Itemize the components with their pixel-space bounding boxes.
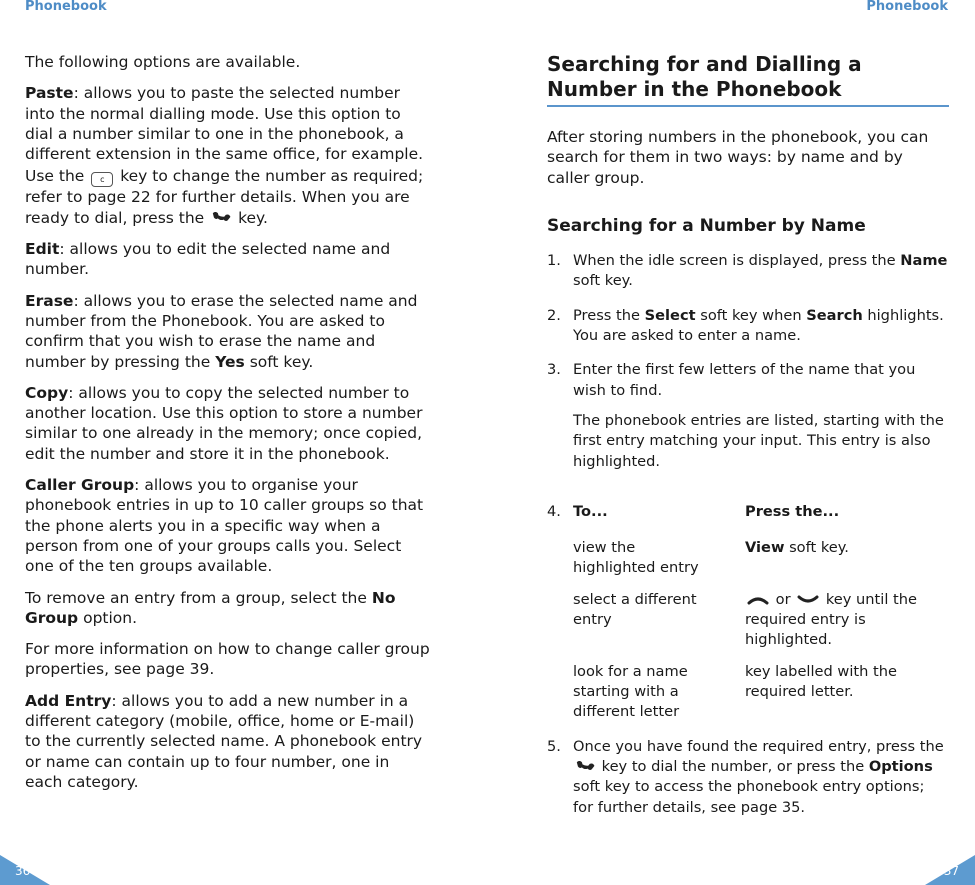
col2-header: Press the...: [745, 502, 840, 520]
step-4-table: 4. To... Press the... view the highlighted entry View soft key. select a different entry or key until the required entry is highlighted. look for a name starting with a different letter key labelled with the required letter.: [547, 502, 949, 737]
step-2: 2. Press the Select soft key when Search highlights. You are asked to enter a name.: [547, 306, 944, 345]
step-3: 3. Enter the first few letters of the name that you wish to find. The phonebook entries are listed, starting with the first entry matching your input. This entry is also highlighted.: [547, 360, 949, 471]
page-number-left: 36: [0, 855, 50, 885]
step-5-block: [547, 737, 949, 818]
paste-option: Paste: allows you to paste the selected number into the normal dialling mode. Use this option to dial a number similar to one in the phonebook, a different extension in the same office, for example.: [25, 84, 424, 164]
more-info: For more information on how to change caller group properties, see page 39.: [25, 640, 430, 679]
step-1: 1. When the idle screen is displayed, press the Name soft key.: [547, 252, 948, 290]
c-key-icon: c: [91, 172, 113, 187]
send-key-icon: [211, 212, 231, 224]
section-intro: After storing numbers in the phonebook, you can search for them in two ways: by name and by caller group.: [547, 128, 929, 187]
left-page: [25, 52, 430, 803]
send-key-icon: [575, 761, 595, 773]
subsection-title: Searching for a Number by Name: [547, 215, 866, 236]
erase-option: Erase: allows you to erase the selected name and number from the Phonebook. You are asked to confirm that you wish to erase the name and number by pressing the Yes soft key.: [25, 291, 418, 371]
page-number-right: 37: [925, 855, 975, 885]
add-entry-option: Add Entry: allows you to add a new number in a different category (mobile, office, home or E-mail) to the currently selected name. A phonebook entry or name can contain up to four number, one in each category.: [25, 691, 423, 791]
header-right: Phonebook: [866, 0, 948, 14]
steps-list: [547, 251, 949, 472]
edit-option: Edit: allows you to edit the selected name and number.: [25, 240, 391, 279]
col1-header: To...: [573, 502, 608, 520]
copy-option: Copy: allows you to copy the selected number to another location. Use this option to store a number similar to one already in the memory; once copied, edit the number and store it in the phonebook.: [25, 383, 423, 463]
caller-group-option: Caller Group: allows you to organise your phonebook entries in up to 10 caller groups so that the phone alerts you in a specific way when a person from one of your groups calls you. Select one of the ten groups available.: [25, 476, 424, 576]
right-page: [547, 52, 949, 818]
header-left: Phonebook: [25, 0, 107, 14]
up-key-icon: [747, 595, 769, 605]
remove-from-group: To remove an entry from a group, select the No Group option.: [25, 588, 396, 627]
down-key-icon: [797, 595, 819, 605]
step-4-number: 4.: [547, 502, 561, 520]
section-title: Searching for and Dialling a Number in the Phonebook: [547, 52, 949, 107]
paste-usage: Use the c key to change the number as required; refer to page 22 for further details. When you are ready to dial, press the key.: [25, 167, 424, 227]
step-3-note: The phonebook entries are listed, starting with the first entry matching your input. This entry is also highlighted.: [573, 411, 944, 470]
step-5: 5. Once you have found the required entry, press the key to dial the number, or press the Options soft key to access the phonebook entry options; for further details, see page 35.: [547, 737, 944, 816]
intro: The following options are available.: [25, 53, 301, 71]
